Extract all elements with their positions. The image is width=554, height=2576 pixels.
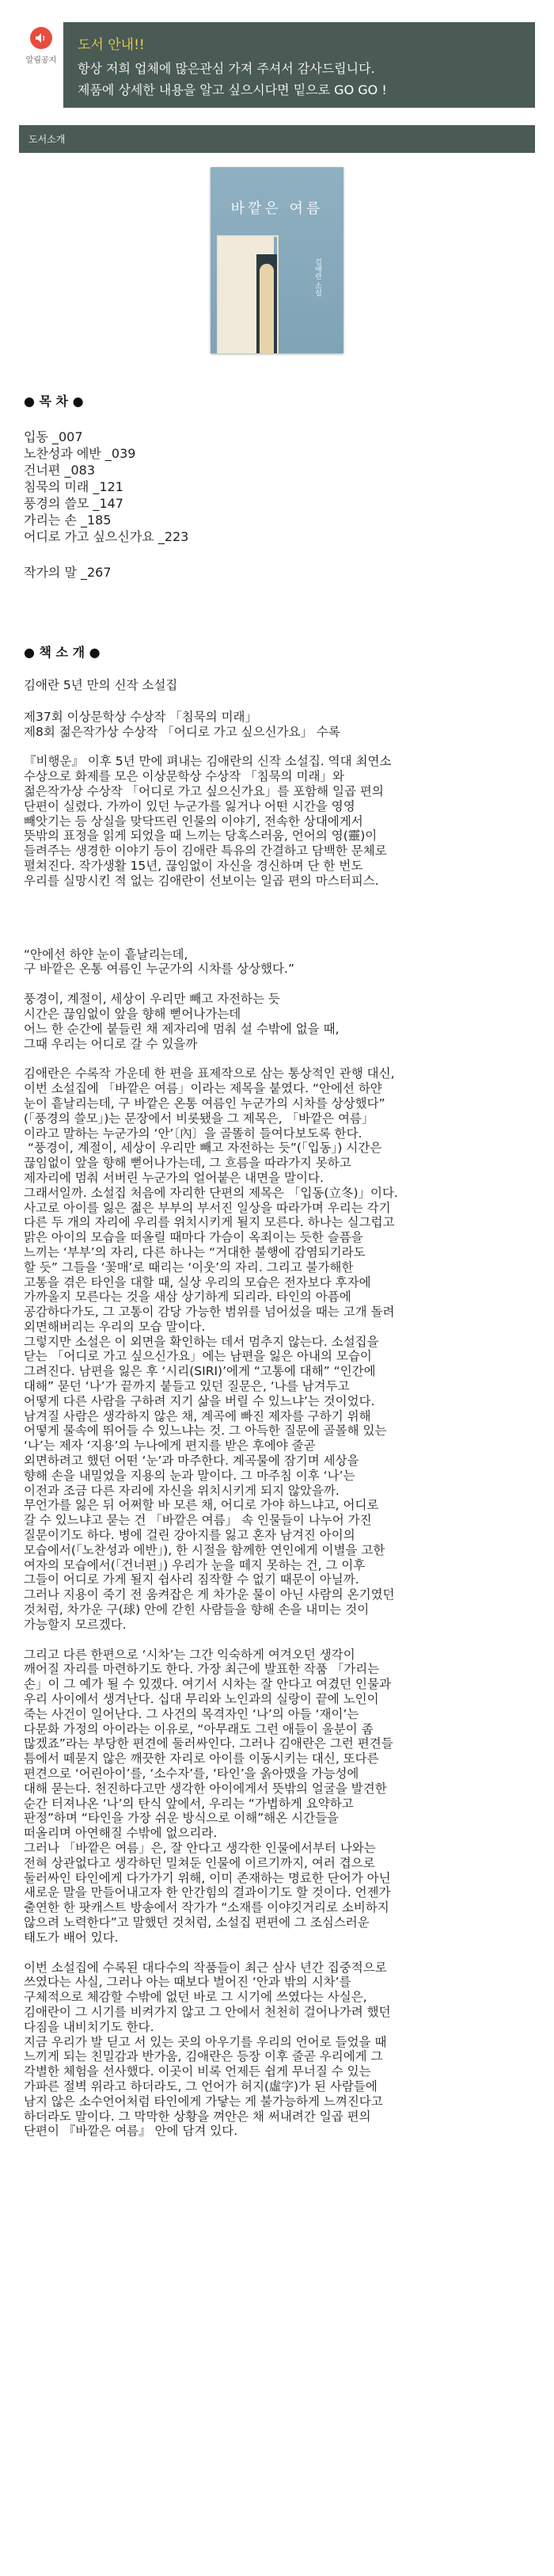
intro-subtitle: 김애란 5년 만의 신작 소설집 — [24, 678, 178, 692]
intro-awards: 제37회 이상문학상 수상작 「침묵의 미래」 제8회 젊은작가상 수상작 「어디로 가고 싶으신가요」 수록 — [24, 709, 340, 739]
toc-item: 건너편 _083 — [24, 463, 95, 478]
toc-item: 침묵의 미래 _121 — [24, 479, 123, 494]
toc-item: 풍경의 쓸모 _147 — [24, 496, 123, 511]
cover-author: 김애란 소설 — [313, 258, 321, 296]
content — [0, 391, 554, 2139]
intro-paragraph: 그리고 다른 한편으로 ‘시차’는 그간 익숙하게 여겨오던 생각이 깨어질 자리를 마련하기도 한다. 가장 최근에 발표한 작품 「가리는 손」이 그 예가 될 수 있겠다. 여기서 시차는 잘 안다고 여겼던 인물과 우리 사이에서 생겨난다. 십대 무리와 노인과의 실랑이 끝에 노인이 죽는 사건이 일어난다. 그 사건의 목격자인 ‘나’의 아들 ‘재이’는 다문화 가정의 아이라는 이유로, “아무래도 그런 애들이 울분이 좀 많겠죠”라는 부당한 편견에 둘러싸인다. 그러나 김애란은 그런 편견들 틈에서 떼묻지 않은 깨끗한 자리로 아이를 이동시키는 대신, 또다른 편견으로 ‘어린아이’를, ‘소수자’를, ‘타인’을 옭아맸을 가능성에 대해 묻는다. 천진하다고만 생각한 아이에게서 뜻밖의 얼굴을 발견한 순간 터져나온 ‘나’의 탄식 앞에서, 우리는 “가볍하게 요약하고 판정”하며 “타인을 가장 쉬운 방식으로 이해”해온 시간들을 떠올리며 아연해질 수밖에 없으리라. 그러나 「바깥은 여름」은, 잘 안다고 생각한 인물에서부터 나와는 전혀 상관없다고 생각하던 밀쳐둔 인물에 이르기까지, 여러 겹으로 둘러싸인 타인에게 다가가기 위해, 이미 존재하는 명료한 단어가 아닌 새로운 말을 만들어내고자 한 안간힘의 결과이기도 할 것이다. 언젠가 출연한 한 팟캐스트 방송에서 작가가 “소재를 이야깃거리로 소비하지 않으려 노력한다”고 말했던 것처럼, 소설집 편편에 그 조심스러운 태도가 배어 있다. — [24, 1647, 393, 1945]
book-cover-image — [211, 167, 343, 353]
toc-item: 노찬성과 에반 _039 — [24, 446, 136, 461]
toc-list — [24, 429, 530, 545]
notice-line-1: 항상 저희 업체에 많은관심 가져 주셔서 감사드립니다. — [78, 61, 375, 76]
notice-badge — [19, 22, 63, 108]
toc-heading: ● 목 차 ● — [24, 394, 84, 409]
section-title-bar: 도서소개 — [19, 125, 535, 153]
notice-banner — [19, 22, 535, 108]
toc-item: 어디로 가고 싶으신가요 _223 — [24, 529, 189, 544]
intro-paragraph: 이번 소설집에 수록된 대다수의 작품들이 최근 삼사 년간 집중적으로 쓰였다는 사실, 그러나 아는 때보다 벌어진 ‘안과 밖의 시차’를 구체적으로 체감할 수밖에 없던 바로 그 시기에 쓰였다는 사실은, 김애란이 그 시기를 비켜가지 않고 그 안에서 천천히 걸어나가려 했던 다짐을 내비치기도 한다. 지금 우리가 발 딛고 서 있는 곳의 아우기를 우리의 언어로 들었을 때 느끼게 되는 친밀감과 반가움, 김애란은 등장 이후 줄곧 우리에게 그 각별한 체험을 선사했다. 이곳이 비록 언제든 쉽게 무너질 수 있는 가파른 절벽 위라고 하더라도, 그 언어가 허지(虛字)가 된 사람들에 남지 않은 소수언어처럼 타인에게 가닿는 게 불가능하게 느껴진다고 하더라도 말이다. 그 막막한 상황을 껴안은 채 써내려간 일곱 편의 단편이 『바깥은 여름』 안에 담겨 있다. — [24, 1960, 391, 2139]
cover-title: 바깥은 여름 — [230, 200, 324, 217]
intro-heading: ● 책 소 개 ● — [24, 645, 101, 660]
toc-item: 입동 _007 — [24, 429, 83, 444]
intro-paragraph: 풍경이, 계절이, 세상이 우리만 빼고 자전하는 듯 시간은 끊임없이 앞을 향해 뻗어나가는데 어느 한 순간에 붙들린 채 제자리에 멈춰 설 수밖에 없을 때, 그때 우리는 어디로 갈 수 있을까 — [24, 992, 340, 1051]
notice-box — [63, 22, 535, 108]
notice-badge-label: 알림공지 — [25, 56, 57, 65]
intro-paragraph: 『비행운』 이후 5년 만에 펴내는 김애란의 신작 소설집. 역대 최연소 수상으로 화제를 모은 이상문학상 수상작 「침묵의 미래」와 젊은작가상 수상작 「어디로 가고 싶으신가요」를 포함해 일곱 편의 단편이 실렸다. 가까이 있던 누군가를 잃거나 어떤 시간을 영영 빼앗기는 등 상실을 맞닥뜨린 인물의 이야기, 전속한 상대에게서 뜻밖의 표정을 읽게 되었을 때 느끼는 당혹스러움, 언어의 영(靈)이 들려주는 생경한 이야기 등이 김애란 특유의 간결하고 담백한 문체로 펼쳐진다. 작가생활 15년, 끊임없이 자신을 경신하며 단 한 번도 우리를 실망시킨 적 없는 김애란이 선보이는 일곱 편의 마스터피스. — [24, 754, 392, 888]
toc-afterword: 작가의 말 _267 — [24, 565, 112, 580]
intro-paragraph: 김애란은 수록작 가운데 한 편을 표제작으로 삼는 통상적인 관행 대신, 이번 소설집에 「바깥은 여름」이라는 제목을 붙였다. “안에선 하얀 눈이 흩날리는데, 구 바깥은 온통 여름인 누군가의 시차를 상상했다” (「풍경의 쓸모」)는 문장에서 비롯됐을 그 제목은, 「바깥은 여름」 이라고 말하는 누군가의 ‘안’〔內〕을 골똘히 들여다보도록 한다. “풍경이, 계절이, 세상이 우리만 빼고 자전하는 듯”(「입동」) 시간은 끊임없이 앞을 향해 뻗어나가는데, 그 흐름을 따라가지 못하고 제자리에 멈춰 서버린 누군가의 얼어붙은 내면을 말이다. 그래서일까. 소설집 처음에 자리한 단편의 제목은 「입동(立冬)」이다. 사고로 아이를 잃은 젊은 부부의 부서진 일상을 따라가며 우리는 각기 다른 두 개의 자리에 우리를 위치시키게 될지 모른다. 하나는 실그럽고 맑은 아이의 모습을 떠올릴 때마다 가슴이 옥죄이는 듯한 슬픔을 느끼는 ‘부부’의 자리, 다른 하나는 “거대한 불행에 감염되기라도 할 듯” 그들을 ‘꽃매’로 때리는 ‘이웃’의 자리. 그리고 불가해한 고통을 겪은 타인을 대할 때, 실상 우리의 모습은 전자보다 후자에 가까울지 모른다는 것을 새삼 상기하게 되리라. 타인의 아픔에 공감하다가도, 그 고통이 감당 가능한 범위를 넘어섰을 때는 고개 돌려 외면해버리는 우리의 모습 말이다. 그렇지만 소설은 이 외면을 확인하는 데서 멈추지 않는다. 소설집을 닫는 「어디로 가고 싶으신가요」에는 남편을 잃은 아내의 모습이 그려진다. 남편을 잃은 후 ‘시리(SIRI)’에게 “고통에 대해” “인간에 대해” 묻던 ‘나’가 끝까지 붙들고 있던 질문은, ‘나를 남겨두고 어떻게 다른 사람을 구하려 지기 삶을 버릴 수 있느냐’는 것이었다. 남겨질 사람은 생각하지 않은 채, 계곡에 빠진 제자를 구하기 위해 어떻게 물속에 뛰어들 수 있느냐는 것. 그 아득한 질문에 골몰해 있는 ‘나’는 제자 ‘지용’의 누나에게 편지를 받은 후에야 줄곧 외면하려고 했던 어떤 ‘눈’과 마주한다. 계곡물에 잠기며 세상을 향해 손을 내밀었을 지용의 눈과 말이다. 그 마주침 이후 ‘나’는 이전과 조금 다른 자리에 자신을 위치시키게 되지 않았을까. 무언가를 잃은 뒤 어쩌할 바 모른 채, 어디로 가야 하느냐고, 어디로 갈 수 있느냐고 묻는 건 「바깥은 여름」 속 인물들이 나누어 가진 질문이기도 하다. 병에 걸린 강아지를 잃고 혼자 남겨진 아이의 모습에서(「노찬성과 에반」), 한 시절을 함께한 연인에게 이별을 고한 여자의 모습에서(「건너편」) 우리가 눈을 떼지 못하는 건, 그 이후 그들이 어디로 가게 될지 쉽사리 짐작할 수 없기 때문이 아닐까. 그러나 지용이 죽기 전 움켜잡은 게 차가운 물이 아닌 사람의 온기였던 것처럼, 차가운 구(球) 안에 갇힌 사람들을 향해 손을 내미는 것이 가능할지 모르겠다. — [24, 1066, 398, 1632]
notice-title: 도서 안내!! — [78, 37, 145, 53]
intro-quote: “안에선 하얀 눈이 흩날리는데, 구 바깥은 온통 여름인 누군가의 시차를 상상했다.” — [24, 947, 294, 977]
toc-item: 가리는 손 _185 — [24, 513, 112, 528]
notice-line-2: 제품에 상세한 내용을 알고 싶으시다면 밑으로 GO GO ! — [78, 82, 387, 97]
cover-figure — [260, 264, 274, 353]
speaker-icon — [30, 27, 52, 49]
cover-wrap — [0, 167, 554, 353]
